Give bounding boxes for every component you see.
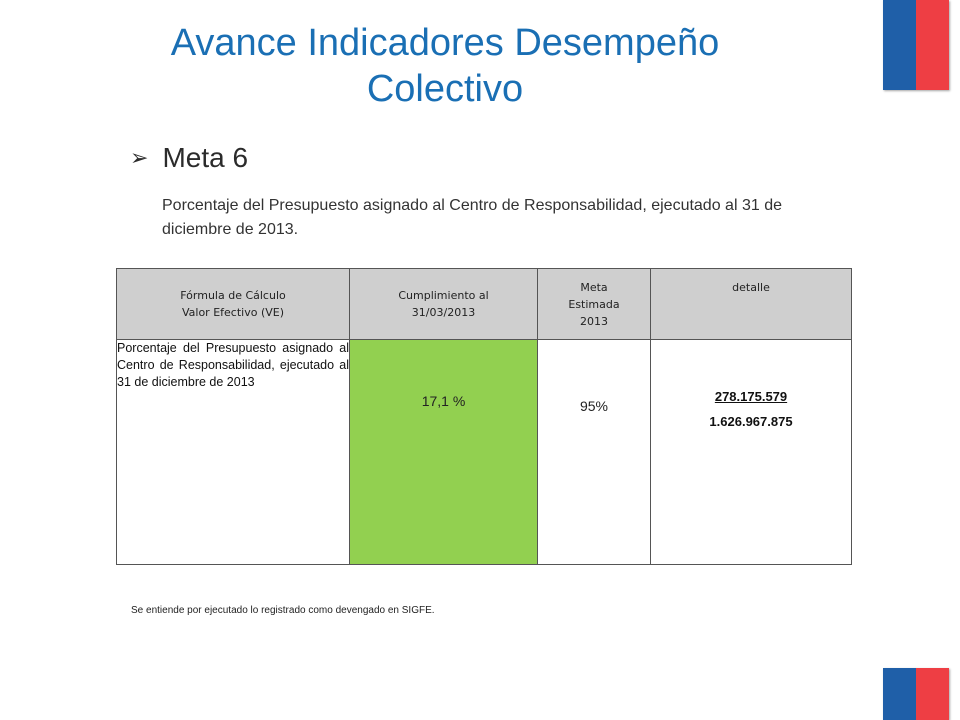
- page-title: Avance Indicadores Desempeño Colectivo: [170, 22, 720, 110]
- cumplimiento-value: 17,1 %: [421, 393, 466, 409]
- header-formula-line2: Valor Efectivo (VE): [181, 306, 285, 319]
- flag-decoration-top: [883, 0, 949, 90]
- flag-decoration-bottom: [883, 668, 949, 720]
- cell-detalle: [651, 340, 852, 565]
- meta-description: Porcentaje del Presupuesto asignado al Centro de Responsabilidad, ejecutado al 31 de diciembre de 2013.: [162, 197, 782, 238]
- meta-label: Meta 6: [162, 142, 249, 173]
- arrow-bullet-icon: ➢: [130, 145, 149, 170]
- header-cumplimiento-line2: 31/03/2013: [411, 306, 476, 319]
- detalle-numerator: 278.175.579: [714, 389, 788, 404]
- meta-value: 95%: [579, 398, 609, 414]
- cell-meta: [538, 340, 651, 565]
- header-meta-line3: 2013: [580, 314, 608, 328]
- indicator-table: [116, 268, 852, 565]
- header-cumplimiento: [350, 269, 538, 340]
- header-meta-line1: Meta: [580, 280, 608, 294]
- table-header-row: [117, 269, 852, 340]
- header-cumplimiento-line1: Cumplimiento al: [398, 289, 489, 302]
- header-formula: [117, 269, 350, 340]
- cell-formula: Porcentaje del Presupuesto asignado al Centro de Responsabilidad, ejecutado al 31 de diciembre de 2013: [117, 340, 350, 565]
- meta-bullet: [130, 142, 248, 174]
- detalle-denominator: 1.626.967.875: [709, 414, 793, 429]
- footnote: Se entiende por ejecutado lo registrado como devengado en SIGFE.: [131, 605, 435, 616]
- header-formula-line1: Fórmula de Cálculo: [180, 289, 286, 302]
- table-row: [117, 340, 852, 565]
- header-detalle: detalle: [651, 269, 852, 340]
- header-meta: [538, 269, 651, 340]
- header-meta-line2: Estimada: [568, 297, 620, 311]
- cell-cumplimiento: [350, 340, 538, 565]
